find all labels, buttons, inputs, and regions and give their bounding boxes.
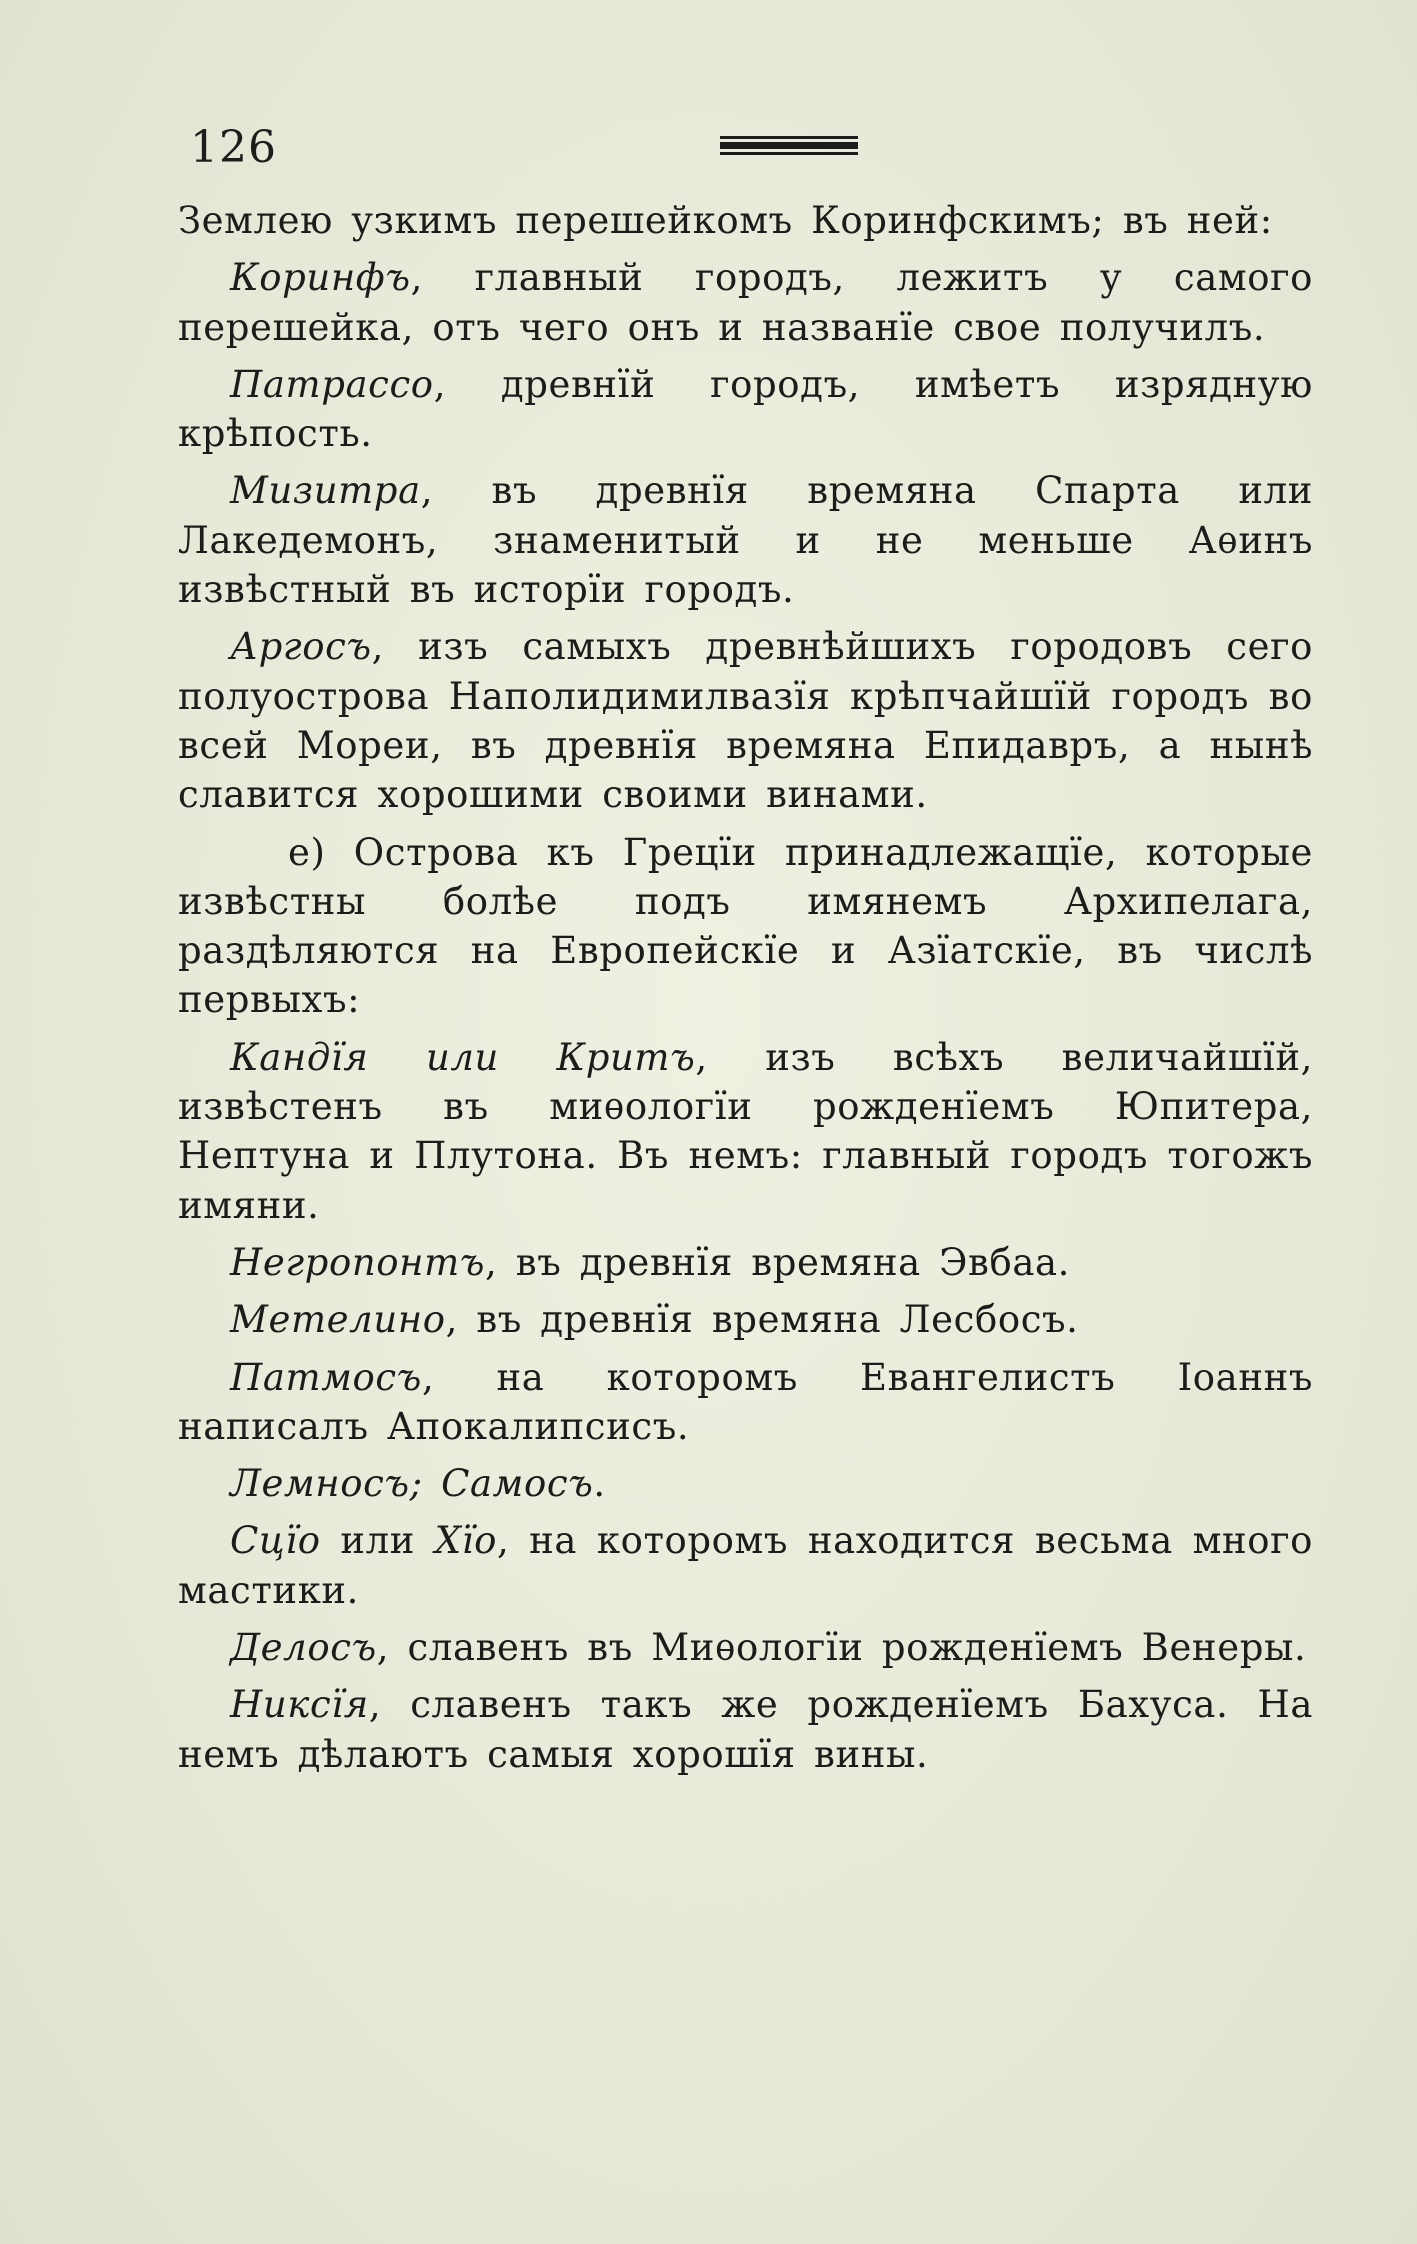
place-name: Кандïя или Критъ — [230, 1035, 696, 1079]
paragraph-text: Землею узкимъ перешейкомъ Коринфскимъ; въ ней: — [178, 199, 1273, 242]
paragraph-patmos — [178, 1353, 1313, 1452]
paragraph-metelino — [178, 1295, 1313, 1344]
paragraph-islands — [178, 828, 1313, 1025]
paragraph-text: , въ древнïя времяна Лесбосъ. — [445, 1298, 1079, 1342]
place-name: Мизитра — [230, 469, 421, 513]
paragraph-mizitra — [178, 466, 1313, 614]
paragraph-text: , въ древнïя времяна Эвбаа. — [485, 1240, 1071, 1284]
paragraph-text: , на которомъ Евангелистъ Iоаннъ написалъ Апокалипсисъ. — [178, 1355, 1313, 1448]
place-name: Патрассо — [230, 362, 434, 406]
paragraph-text: . — [593, 1462, 606, 1506]
paragraph-candia — [178, 1033, 1313, 1230]
place-name: Лемносъ; Самосъ — [230, 1462, 594, 1506]
paragraph-text: , на которомъ находится весьма много мастики. — [178, 1519, 1313, 1612]
paragraph-text: , изъ всѣхъ величайшïй, извѣстенъ въ миѳологïи рожденïемъ Юпитера, Нептуна и Плутона. Въ немъ: главный городъ тогожъ имяни. — [178, 1035, 1313, 1227]
paragraph-argos — [178, 622, 1313, 819]
paragraph-text: , въ древнïя времяна Спарта или Лакедемонъ, знаменитый и не меньше Аѳинъ извѣстный въ исторïи городъ. — [178, 469, 1313, 612]
body-text — [178, 196, 1313, 1787]
paragraph-lemnos-samos — [178, 1459, 1313, 1508]
place-name: Сцïо — [230, 1519, 321, 1563]
place-name: Делосъ — [230, 1626, 377, 1670]
paragraph-text: или — [320, 1519, 435, 1563]
page-number: 126 — [190, 122, 277, 173]
place-name: Коринфъ — [230, 256, 411, 300]
paragraph-text: , древнïй городъ, имѣетъ изрядную крѣпость. — [178, 362, 1313, 456]
paragraph-naxos — [178, 1680, 1313, 1779]
paragraph-continuation — [178, 196, 1313, 245]
place-name-alt: Хïо — [434, 1519, 498, 1563]
paragraph-text: , изъ самыхъ древнѣйшихъ городовъ сего полуострова Наполидимилвазïя крѣпчайшïй городъ во всей Мореи, въ древнïя времяна Епидавръ, а нынѣ славится хорошими своими винами. — [178, 625, 1313, 817]
paragraph-text: , славенъ въ Миѳологïи рожденïемъ Венеры. — [376, 1626, 1307, 1670]
paragraph-text: е) Острова къ Грецïи принадлежащïе, которые извѣстны болѣе подъ имянемъ Архипелага, раздѣляются на Европейскïе и Азïатскïе, въ числѣ первыхъ: — [178, 830, 1313, 1022]
paragraph-patras — [178, 360, 1313, 459]
paragraph-text: , главный городъ, лежитъ у самого перешейка, отъ чего онъ и названïе свое получилъ. — [178, 256, 1313, 349]
paragraph-scio — [178, 1516, 1313, 1615]
paragraph-negroponte — [178, 1238, 1313, 1287]
header-rule — [720, 136, 858, 156]
page-header — [190, 118, 1320, 178]
place-name: Патмосъ — [230, 1355, 422, 1399]
paragraph-delos — [178, 1623, 1313, 1672]
paragraph-corinth — [178, 253, 1313, 352]
place-name: Негропонтъ — [230, 1240, 486, 1284]
place-name: Метелино — [230, 1298, 446, 1342]
paragraph-text: , славенъ такъ же рожденïемъ Бахуса. На немъ дѣлаютъ самыя хорошïя вины. — [178, 1683, 1313, 1776]
place-name: Никсïя — [230, 1683, 369, 1727]
place-name: Аргосъ — [230, 625, 372, 669]
